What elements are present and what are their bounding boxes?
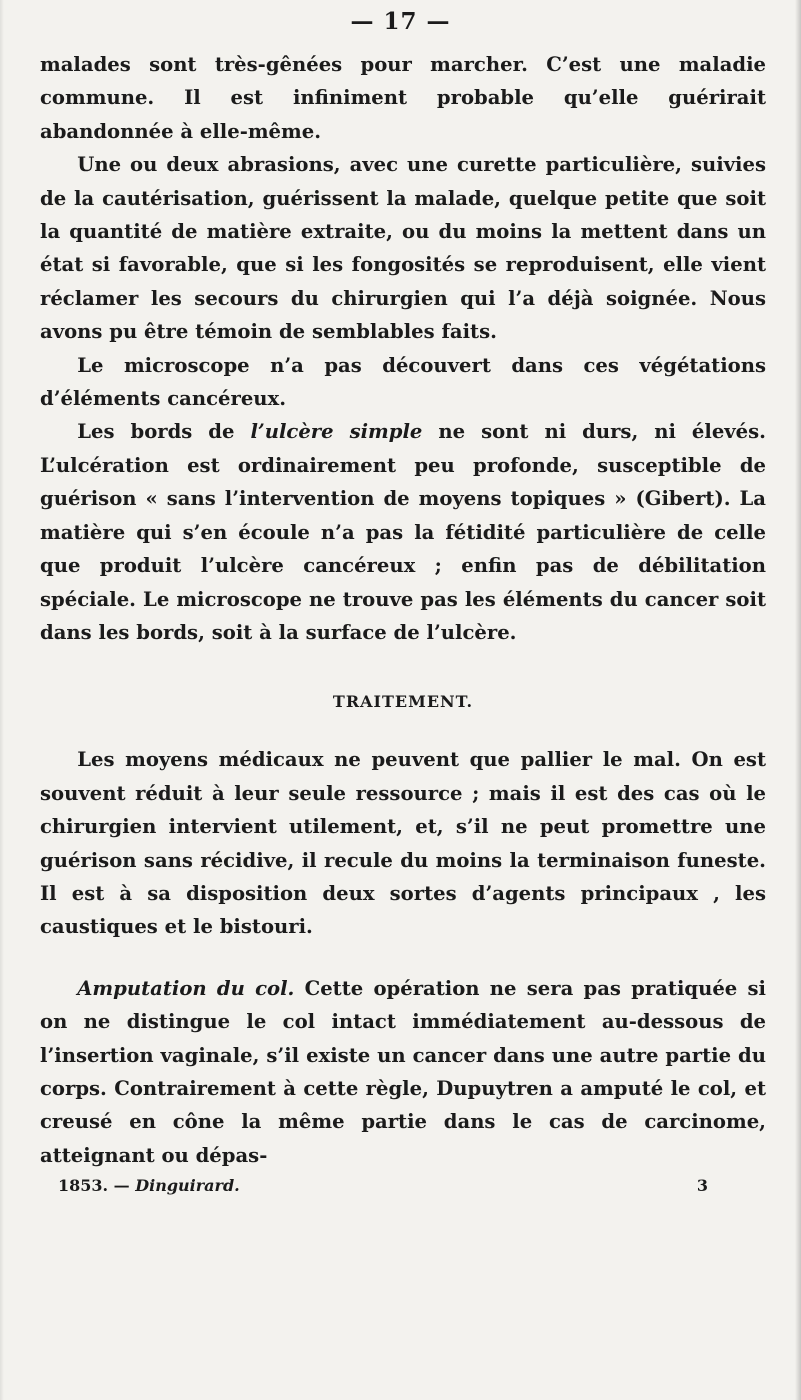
- footer-year: 1853. —: [58, 1176, 136, 1195]
- paragraph-4: [40, 415, 766, 649]
- page-left-edge: [0, 0, 4, 1400]
- paragraph-6: [40, 972, 766, 1172]
- paragraph-3: Le microscope n’a pas découvert dans ces végétations d’éléments cancéreux.: [40, 353, 766, 411]
- page-body: [40, 48, 766, 1172]
- paragraph-6-italic: Amputation du col.: [77, 976, 295, 1000]
- paragraph-5: Les moyens médicaux ne peuvent que pallier le mal. On est souvent réduit à leur seule ressource ; mais il est des cas où le chirurgien intervient utilement, et, s’il ne peut promettre une guérison sans récidive, il recule du moins la terminaison funeste. Il est à sa disposition deux sortes d’agents principaux , les caustiques et le bistouri.: [40, 748, 766, 939]
- footer-signature-mark: 3: [696, 1176, 708, 1195]
- paragraph-2: Une ou deux abrasions, avec une curette particulière, suivies de la cautérisation, guérissent la malade, quelque petite que soit la quantité de matière extraite, ou du moins la mettent dans un état si favorable, que si les fongosités se reproduisent, elle vient réclamer les secours du chirurgien qui l’a déjà soignée. Nous avons pu être témoin de semblables faits.: [40, 153, 766, 344]
- footer-author: Dinguirard.: [135, 1176, 240, 1195]
- paragraph-4-rest: ne sont ni durs, ni élevés. L’ulcération est ordinairement peu profonde, susceptible de guérison « sans l’intervention de moyens topiques » (Gibert). La matière qui s’en écoule n’a pas la fétidité particulière de celle que produit l’ulcère cancéreux ; enfin pas de débilitation spéciale. Le microscope ne trouve pas les éléments du cancer soit dans les bords, soit à la surface de l’ulcère.: [40, 420, 766, 644]
- section-gap: [40, 721, 766, 743]
- page-right-shadow: [795, 0, 801, 1400]
- paragraph-gap: [40, 944, 766, 972]
- paragraph-1: malades sont très-gênées pour marcher. C’est une maladie commune. Il est infiniment probable qu’elle guérirait abandonnée à elle-même.: [40, 53, 766, 143]
- section-title: TRAITEMENT.: [332, 692, 474, 712]
- paragraph-6-rest: Cette opération ne sera pas pratiquée si on ne distingue le col intact immédiatement au-dessous de l’insertion vaginale, s’il existe un cancer dans une autre partie du corps. Contrairement à cette règle, Dupuytren a amputé le col, et creusé en cône la même partie dans le cas de carcinome, atteignant ou dépas-: [40, 976, 766, 1167]
- paragraph-4-start: Les bords de: [77, 420, 251, 444]
- page-number: — 17 —: [350, 8, 451, 35]
- footer-imprint: [58, 1176, 240, 1195]
- footer-signature-line: [58, 1176, 758, 1195]
- paragraph-4-italic: l’ulcère simple: [250, 420, 423, 444]
